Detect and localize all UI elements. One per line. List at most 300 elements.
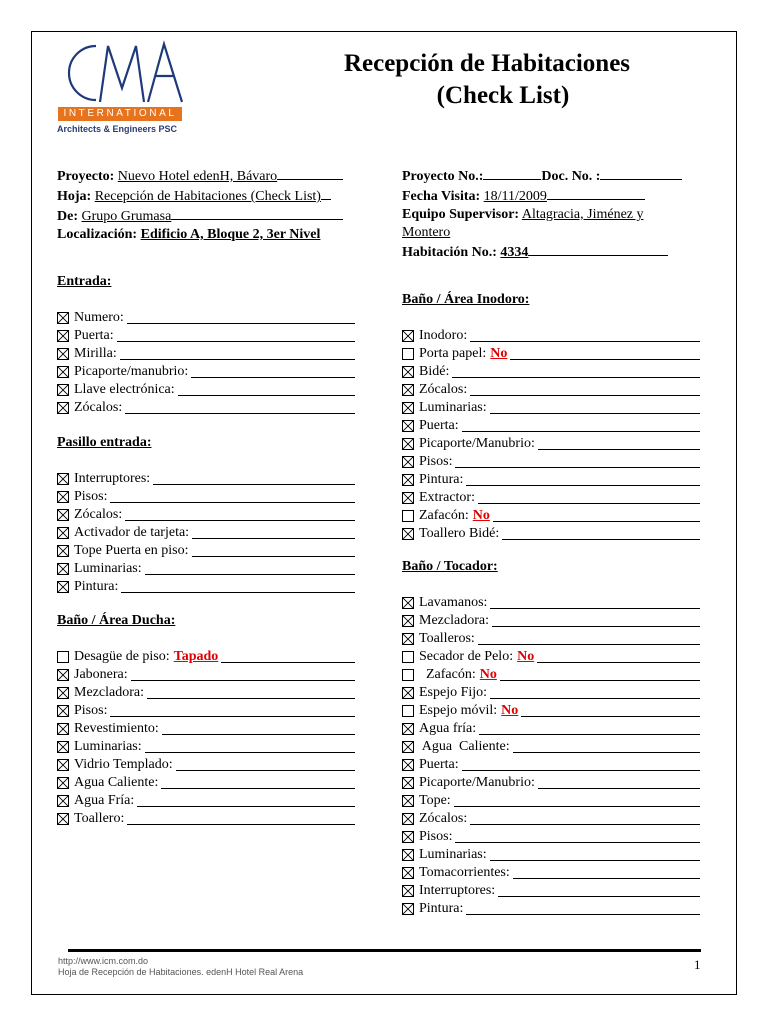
logo-international-band: INTERNATIONAL [58, 107, 182, 121]
fill-line [500, 680, 700, 681]
checklist-item [402, 594, 700, 612]
checklist-item-label: Puerta: [419, 418, 459, 433]
meta-equipo: Equipo Supervisor: Altagracia, Jiménez y [402, 207, 644, 222]
fill-line [127, 824, 355, 825]
checklist-item [57, 381, 355, 399]
checklist-item [57, 756, 355, 774]
checklist-item [402, 846, 700, 864]
checklist-item [402, 666, 700, 684]
fill-line [153, 484, 355, 485]
checklist-item [402, 648, 700, 666]
checklist-item [402, 828, 700, 846]
unchecked-checkbox[interactable] [402, 510, 414, 522]
checklist-item [402, 489, 700, 507]
checklist [57, 309, 355, 417]
meta-localizacion: Localización: Edificio A, Bloque 2, 3er Nivel [57, 227, 321, 242]
x-mark-icon [403, 634, 413, 644]
checked-checkbox[interactable] [402, 741, 414, 753]
checklist-item-label: Luminarias: [74, 739, 142, 754]
x-mark-icon [403, 724, 413, 734]
fill-line [513, 878, 700, 879]
checklist-item-label: Espejo móvil: [419, 703, 498, 718]
checked-checkbox[interactable] [402, 759, 414, 771]
footer-url[interactable]: http://www.icm.com.do [58, 956, 149, 966]
checklist-item-label: Luminarias: [419, 400, 487, 415]
checklist-item [57, 470, 355, 488]
checked-checkbox[interactable] [402, 813, 414, 825]
checked-checkbox[interactable] [402, 474, 414, 486]
fill-line [145, 574, 355, 575]
section-title: Baño / Área Ducha: [57, 613, 176, 628]
fill-line [470, 824, 700, 825]
x-mark-icon [58, 313, 68, 323]
fill-line [510, 359, 700, 360]
x-mark-icon [58, 331, 68, 341]
fill-line [221, 662, 355, 663]
x-mark-icon [58, 528, 68, 538]
checklist-item-label: Zócalos: [419, 811, 468, 826]
fill-line [176, 770, 355, 771]
checklist-item-label: Zócalos: [74, 400, 123, 415]
x-mark-icon [58, 367, 68, 377]
x-mark-icon [403, 475, 413, 485]
checklist-item [402, 630, 700, 648]
checklist-item [402, 810, 700, 828]
checked-checkbox[interactable] [402, 330, 414, 342]
checklist-item-label: Picaporte/Manubrio: [419, 775, 535, 790]
checklist-item-label: Secador de Pelo: [419, 649, 514, 664]
checked-checkbox[interactable] [57, 705, 69, 717]
x-mark-icon [403, 832, 413, 842]
checklist-item [57, 345, 355, 363]
checklist-item-label: Zafacón: [419, 667, 476, 682]
checked-checkbox[interactable] [57, 741, 69, 753]
meta-localizacion-value: Edificio A, Bloque 2, 3er Nivel [140, 227, 321, 242]
checked-checkbox[interactable] [402, 366, 414, 378]
checklist-item-value: No [490, 346, 508, 361]
checklist-item-label: Zócalos: [74, 507, 123, 522]
checklist [57, 648, 355, 828]
fill-line [137, 806, 355, 807]
x-mark-icon [403, 760, 413, 770]
checked-checkbox[interactable] [402, 420, 414, 432]
checklist-item [402, 774, 700, 792]
unchecked-checkbox[interactable] [57, 651, 69, 663]
section-title: Pasillo entrada: [57, 435, 152, 450]
checklist-item [402, 525, 700, 543]
section-pasillo [57, 434, 355, 596]
fill-line [110, 716, 355, 717]
meta-de-value: Grupo Grumasa [81, 209, 172, 224]
checklist-item-label: Pisos: [74, 489, 108, 504]
section-tocador [402, 558, 700, 918]
fill-line [117, 341, 355, 342]
checklist-item-label: Pintura: [419, 901, 464, 916]
checked-checkbox[interactable] [57, 348, 69, 360]
meta-left [57, 166, 357, 244]
x-mark-icon [58, 670, 68, 680]
checklist-item-label: Extractor: [419, 490, 475, 505]
section-title: Baño / Área Inodoro: [402, 292, 530, 307]
fill-line [192, 556, 356, 557]
checklist-item [57, 684, 355, 702]
checklist-item-label: Puerta: [419, 757, 459, 772]
x-mark-icon [403, 616, 413, 626]
x-mark-icon [58, 546, 68, 556]
fill-line [454, 806, 700, 807]
checklist-item-label: Agua Caliente: [419, 739, 510, 754]
checklist-item-label: Picaporte/Manubrio: [419, 436, 535, 451]
section-title: Entrada: [57, 274, 112, 289]
checklist-item [57, 666, 355, 684]
x-mark-icon [58, 742, 68, 752]
fill-line [513, 752, 700, 753]
checklist-item-label: Mirilla: [74, 346, 117, 361]
checklist-item [57, 399, 355, 417]
checked-checkbox[interactable] [402, 528, 414, 540]
checked-checkbox[interactable] [57, 473, 69, 485]
checklist-item [402, 327, 700, 345]
checklist-item [402, 702, 700, 720]
checked-checkbox[interactable] [57, 777, 69, 789]
checked-checkbox[interactable] [402, 849, 414, 861]
unchecked-checkbox[interactable] [402, 348, 414, 360]
checklist-item [402, 738, 700, 756]
checklist-item-label: Zócalos: [419, 382, 468, 397]
fill-line [538, 449, 700, 450]
meta-hoja-value: Recepción de Habitaciones (Check List) [94, 189, 321, 204]
checked-checkbox[interactable] [57, 366, 69, 378]
x-mark-icon [58, 510, 68, 520]
fill-line [498, 896, 700, 897]
checklist-item-value: No [517, 649, 535, 664]
checked-checkbox[interactable] [402, 384, 414, 396]
fill-line [191, 377, 355, 378]
cma-logo-icon [56, 40, 184, 106]
checklist-item-label: Llave electrónica: [74, 382, 175, 397]
footer [58, 956, 303, 978]
page-title [300, 48, 674, 112]
fill-line [452, 377, 700, 378]
meta-habitacion-value: 4334 [500, 245, 529, 260]
section-title: Baño / Tocador: [402, 559, 498, 574]
fill-line [145, 752, 355, 753]
checklist-item [402, 612, 700, 630]
x-mark-icon [58, 582, 68, 592]
checked-checkbox[interactable] [402, 597, 414, 609]
checklist-item-label: Jabonera: [74, 667, 128, 682]
fill-line [110, 502, 355, 503]
x-mark-icon [58, 796, 68, 806]
checklist-item-label: Agua Caliente: [74, 775, 159, 790]
fill-line [162, 734, 355, 735]
checked-checkbox[interactable] [57, 402, 69, 414]
fill-line [466, 914, 700, 915]
checklist-item-label: Interruptores: [419, 883, 496, 898]
checklist-item-label: Tomacorrientes: [419, 865, 510, 880]
fill-line [490, 608, 700, 609]
checklist-item-label: Luminarias: [74, 561, 142, 576]
checklist-item-label: Mezcladora: [74, 685, 144, 700]
unchecked-checkbox[interactable] [402, 705, 414, 717]
fill-line [478, 503, 700, 504]
checked-checkbox[interactable] [402, 777, 414, 789]
checklist-item-value: No [501, 703, 519, 718]
meta-proyecto: Proyecto: Nuevo Hotel edenH, Bávaro [57, 166, 357, 186]
checklist-item [57, 488, 355, 506]
checklist-item [402, 882, 700, 900]
section-inodoro [402, 291, 700, 543]
fill-line [131, 680, 355, 681]
x-mark-icon [58, 724, 68, 734]
checklist-item [402, 345, 700, 363]
fill-line [478, 644, 700, 645]
x-mark-icon [403, 904, 413, 914]
checked-checkbox[interactable] [402, 831, 414, 843]
meta-equipo-cont [402, 224, 702, 242]
checklist-item [402, 684, 700, 702]
checked-checkbox[interactable] [57, 759, 69, 771]
checked-checkbox[interactable] [402, 687, 414, 699]
meta-de: De: Grupo Grumasa [57, 206, 357, 226]
checklist-item-label: Toallero Bidé: [419, 526, 500, 541]
checklist-item [402, 399, 700, 417]
fill-line [125, 520, 355, 521]
checked-checkbox[interactable] [57, 669, 69, 681]
fill-line [125, 413, 355, 414]
x-mark-icon [58, 385, 68, 395]
checklist-item-label: Vidrio Templado: [74, 757, 173, 772]
checklist-item [57, 560, 355, 578]
checklist-item-value: Tapado [173, 649, 219, 664]
checklist-item-label: Lavamanos: [419, 595, 488, 610]
checklist-item [57, 702, 355, 720]
checklist-item-label: Agua Fría: [74, 793, 135, 808]
fill-line [521, 716, 700, 717]
x-mark-icon [58, 688, 68, 698]
checked-checkbox[interactable] [402, 633, 414, 645]
x-mark-icon [403, 742, 413, 752]
checked-checkbox[interactable] [57, 795, 69, 807]
checklist-item [57, 309, 355, 327]
checklist-item [57, 774, 355, 792]
x-mark-icon [403, 598, 413, 608]
meta-fecha: Fecha Visita: 18/11/2009 [402, 186, 702, 206]
fill-line [161, 788, 355, 789]
checklist-item-label: Interruptores: [74, 471, 151, 486]
checked-checkbox[interactable] [402, 867, 414, 879]
checklist-item-value: No [479, 667, 497, 682]
checklist-item-label: Puerta: [74, 328, 114, 343]
checklist-item-label: Porta papel: [419, 346, 487, 361]
x-mark-icon [403, 529, 413, 539]
x-mark-icon [403, 439, 413, 449]
checked-checkbox[interactable] [402, 615, 414, 627]
footer-rule [68, 949, 701, 952]
checked-checkbox[interactable] [402, 492, 414, 504]
checked-checkbox[interactable] [57, 384, 69, 396]
checklist [57, 470, 355, 596]
meta-hoja: Hoja: Recepción de Habitaciones (Check List) [57, 186, 357, 206]
fill-line [490, 698, 700, 699]
x-mark-icon [403, 331, 413, 341]
checklist-item-label: Numero: [74, 310, 124, 325]
fill-line [493, 521, 700, 522]
checklist-item-label: Pintura: [419, 472, 464, 487]
fill-line [192, 538, 355, 539]
logo-subtitle: Architects & Engineers PSC [57, 124, 178, 134]
x-mark-icon [403, 850, 413, 860]
checklist-item [402, 435, 700, 453]
checklist-item [57, 648, 355, 666]
x-mark-icon [403, 421, 413, 431]
fill-line [462, 770, 700, 771]
x-mark-icon [403, 796, 413, 806]
x-mark-icon [403, 778, 413, 788]
checked-checkbox[interactable] [57, 491, 69, 503]
x-mark-icon [58, 706, 68, 716]
checklist-item-label: Revestimiento: [74, 721, 159, 736]
x-mark-icon [403, 868, 413, 878]
checklist-item-label: Agua fría: [419, 721, 477, 736]
checked-checkbox[interactable] [57, 581, 69, 593]
checklist-item [402, 864, 700, 882]
checked-checkbox[interactable] [57, 723, 69, 735]
x-mark-icon [58, 349, 68, 359]
fill-line [479, 734, 700, 735]
x-mark-icon [403, 886, 413, 896]
fill-line [147, 698, 355, 699]
checklist-item [57, 792, 355, 810]
checklist-item-label: Luminarias: [419, 847, 487, 862]
meta-fecha-value: 18/11/2009 [483, 189, 547, 204]
checked-checkbox[interactable] [57, 509, 69, 521]
checklist-item-label: Desagüe de piso: [74, 649, 170, 664]
meta-right [402, 166, 702, 262]
x-mark-icon [403, 403, 413, 413]
checklist [402, 594, 700, 918]
fill-line [120, 359, 355, 360]
checklist-item [402, 507, 700, 525]
checklist-item [402, 381, 700, 399]
checklist-item [402, 471, 700, 489]
fill-line [127, 323, 355, 324]
x-mark-icon [403, 493, 413, 503]
checked-checkbox[interactable] [402, 438, 414, 450]
checklist-item-label: Zafacón: [419, 508, 469, 523]
fill-line [455, 467, 700, 468]
checklist-item [57, 327, 355, 345]
fill-line [502, 539, 700, 540]
checklist-item-label: Inodoro: [419, 328, 468, 343]
title-line-2: (Check List) [436, 82, 570, 109]
checklist-item [402, 900, 700, 918]
x-mark-icon [403, 688, 413, 698]
x-mark-icon [58, 814, 68, 824]
checked-checkbox[interactable] [402, 903, 414, 915]
checklist-item [57, 810, 355, 828]
meta-equipo-value-1: Altagracia, Jiménez y [521, 207, 644, 222]
checklist-item [57, 542, 355, 560]
checklist-item-label: Toallero: [74, 811, 125, 826]
checklist-item [402, 453, 700, 471]
checked-checkbox[interactable] [402, 885, 414, 897]
x-mark-icon [58, 564, 68, 574]
checked-checkbox[interactable] [402, 456, 414, 468]
checked-checkbox[interactable] [402, 402, 414, 414]
checklist-item-label: Mezcladora: [419, 613, 489, 628]
x-mark-icon [403, 457, 413, 467]
checked-checkbox[interactable] [57, 687, 69, 699]
fill-line [538, 788, 700, 789]
checklist-item [57, 720, 355, 738]
x-mark-icon [58, 403, 68, 413]
checked-checkbox[interactable] [57, 813, 69, 825]
checked-checkbox[interactable] [57, 563, 69, 575]
x-mark-icon [58, 778, 68, 788]
x-mark-icon [58, 492, 68, 502]
checked-checkbox[interactable] [402, 795, 414, 807]
title-line-1: Recepción de Habitaciones [343, 50, 631, 77]
meta-equipo-value-2: Montero [402, 225, 451, 240]
checklist-item [402, 363, 700, 381]
fill-line [470, 395, 700, 396]
section-ducha [57, 612, 355, 828]
checklist-item-label: Toalleros: [419, 631, 475, 646]
meta-proyecto-no: Proyecto No.: Doc. No. : [402, 166, 702, 186]
fill-line [470, 341, 700, 342]
company-logo [56, 40, 188, 140]
meta-proyecto-value: Nuevo Hotel edenH, Bávaro [117, 169, 278, 184]
checklist-item [57, 506, 355, 524]
checked-checkbox[interactable] [57, 330, 69, 342]
fill-line [490, 413, 700, 414]
unchecked-checkbox[interactable] [402, 669, 414, 681]
checklist-item [402, 417, 700, 435]
checklist-item-label: Picaporte/manubrio: [74, 364, 189, 379]
checklist-item-label: Espejo Fijo: [419, 685, 488, 700]
fill-line [466, 485, 700, 486]
checklist-item-label: Bidé: [419, 364, 450, 379]
checklist-item-value: No [472, 508, 490, 523]
checklist-item-label: Activador de tarjeta: [74, 525, 190, 540]
checked-checkbox[interactable] [57, 545, 69, 557]
checklist-item-label: Pisos: [74, 703, 108, 718]
x-mark-icon [403, 385, 413, 395]
x-mark-icon [58, 760, 68, 770]
checklist-item [402, 792, 700, 810]
unchecked-checkbox[interactable] [402, 651, 414, 663]
checklist-item [57, 738, 355, 756]
checked-checkbox[interactable] [57, 312, 69, 324]
fill-line [178, 395, 355, 396]
checklist-item [402, 720, 700, 738]
page-number: 1 [694, 957, 701, 972]
checklist-item [57, 524, 355, 542]
x-mark-icon [58, 474, 68, 484]
meta-habitacion: Habitación No.: 4334 [402, 242, 702, 262]
checklist-item-label: Tope: [419, 793, 451, 808]
checklist-item-label: Tope Puerta en piso: [74, 543, 189, 558]
x-mark-icon [403, 367, 413, 377]
fill-line [462, 431, 700, 432]
checked-checkbox[interactable] [57, 527, 69, 539]
x-mark-icon [403, 814, 413, 824]
fill-line [490, 860, 700, 861]
checked-checkbox[interactable] [402, 723, 414, 735]
fill-line [455, 842, 700, 843]
fill-line [537, 662, 700, 663]
